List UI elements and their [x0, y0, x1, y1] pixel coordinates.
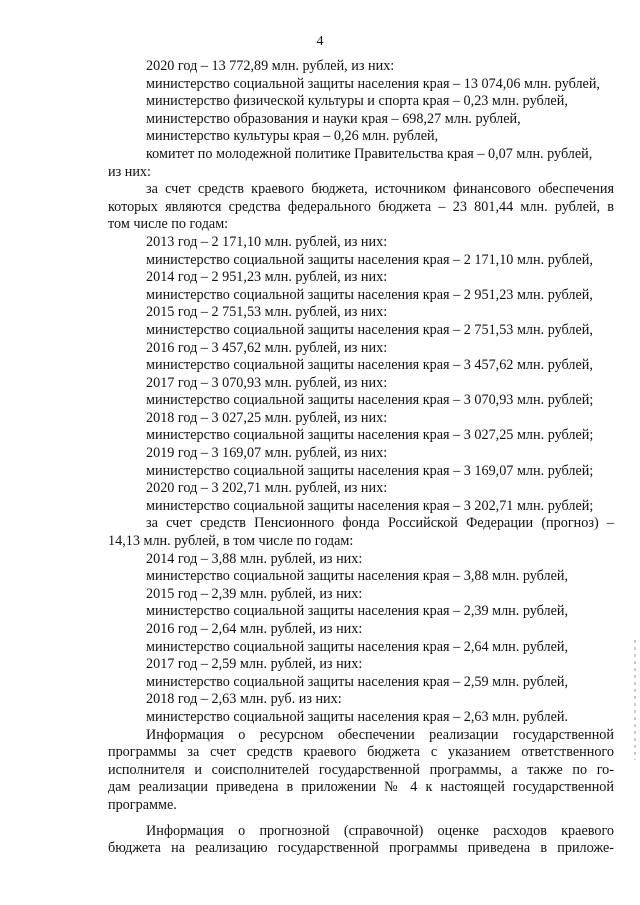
text-line: 2020 год – 13 772,89 млн. рублей, из них: — [146, 58, 395, 74]
text-line: 2018 год – 3 027,25 млн. рублей, из них: — [146, 409, 388, 426]
text-line: 2015 год – 2 751,53 млн. рублей, из них: — [146, 304, 388, 321]
text-line: 2014 год – 2 951,23 млн. рублей, из них: — [146, 269, 388, 286]
text-line: министерство социальной защиты населения края – 2 171,10 млн. рублей, — [146, 251, 593, 268]
text-line: 2016 год – 2,64 млн. рублей, из них: — [146, 621, 363, 637]
text-line: министерство социальной защиты населения края – 2,63 млн. рублей. — [146, 708, 569, 725]
text-line: 14,13 млн. рублей, в том числе по годам: — [108, 533, 354, 550]
text-line: 2016 год – 3 457,62 млн. рублей, из них: — [146, 339, 388, 356]
document-body — [108, 58, 614, 858]
text-line: 2014 год – 3,88 млн. рублей, из них: — [146, 550, 363, 567]
text-line: министерство социальной защиты населения края – 2,59 млн. рублей, — [146, 673, 569, 690]
scan-edge-mark — [634, 640, 636, 760]
text-line: дам реализации приведена в приложении № 4 к настоящей государственной — [108, 779, 614, 796]
text-line: которых являются средства федерального бюджета – 23 801,44 млн. рублей, в — [108, 198, 614, 215]
text-line: министерство образования и науки края – 698,27 млн. рублей, — [146, 110, 521, 127]
text-line: Информация о прогнозной (справочной) оценке расходов краевого — [146, 822, 614, 839]
text-line: министерство социальной защиты населения края – 3 070,93 млн. рублей; — [146, 392, 594, 409]
text-line: за счет средств краевого бюджета, источником финансового обеспечения — [146, 181, 614, 198]
text-line: министерство социальной защиты населения края – 2 751,53 млн. рублей, — [146, 321, 593, 338]
text-line: Информация о ресурсном обеспечении реализации государственной — [146, 726, 614, 743]
text-line: министерство социальной защиты населения края – 3,88 млн. рублей, — [146, 568, 569, 585]
text-line: бюджета на реализацию государственной программы приведена в приложе- — [108, 840, 614, 857]
text-line: 2015 год – 2,39 млн. рублей, из них: — [146, 585, 363, 602]
text-line: министерство социальной защиты населения края – 3 027,25 млн. рублей; — [146, 427, 594, 444]
text-line: министерство социальной защиты населения края – 3 457,62 млн. рублей, — [146, 357, 593, 374]
text-line: комитет по молодежной политике Правительства края – 0,07 млн. рублей, — [146, 145, 593, 162]
text-line: программе. — [108, 796, 177, 813]
text-line: 2018 год – 2,63 млн. руб. из них: — [146, 691, 342, 708]
text-line: программы за счет средств краевого бюджета с указанием ответственного — [108, 744, 614, 761]
text-line: министерство социальной защиты населения края – 13 074,06 млн. рублей, — [146, 75, 600, 92]
text-line: 2017 год – 3 070,93 млн. рублей, из них: — [146, 374, 388, 391]
text-line: за счет средств Пенсионного фонда Российской Федерации (прогноз) – — [146, 515, 614, 532]
text-line: из них: — [108, 163, 151, 180]
text-line: министерство культуры края – 0,26 млн. рублей, — [146, 128, 439, 145]
text-line: 2013 год – 2 171,10 млн. рублей, из них: — [146, 233, 388, 250]
text-line: министерство социальной защиты населения края – 2 951,23 млн. рублей, — [146, 286, 593, 303]
page-number: 4 — [316, 34, 324, 49]
text-line: министерство социальной защиты населения края – 3 202,71 млн. рублей; — [146, 497, 594, 514]
paragraph-gap — [108, 815, 614, 823]
text-line: том числе по годам: — [108, 216, 229, 233]
text-line: министерство физической культуры и спорта края – 0,23 млн. рублей, — [146, 93, 568, 110]
text-line: министерство социальной защиты населения края – 2,39 млн. рублей, — [146, 603, 569, 620]
text-line: министерство социальной защиты населения края – 2,64 млн. рублей, — [146, 638, 569, 655]
text-line: министерство социальной защиты населения края – 3 169,07 млн. рублей; — [146, 462, 594, 479]
text-line: 2019 год – 3 169,07 млн. рублей, из них: — [146, 445, 388, 462]
text-line: 2017 год – 2,59 млн. рублей, из них: — [146, 656, 363, 673]
text-line: исполнителя и соисполнителей государственной программы, а также по го- — [108, 761, 614, 778]
text-line: 2020 год – 3 202,71 млн. рублей, из них: — [146, 480, 388, 497]
